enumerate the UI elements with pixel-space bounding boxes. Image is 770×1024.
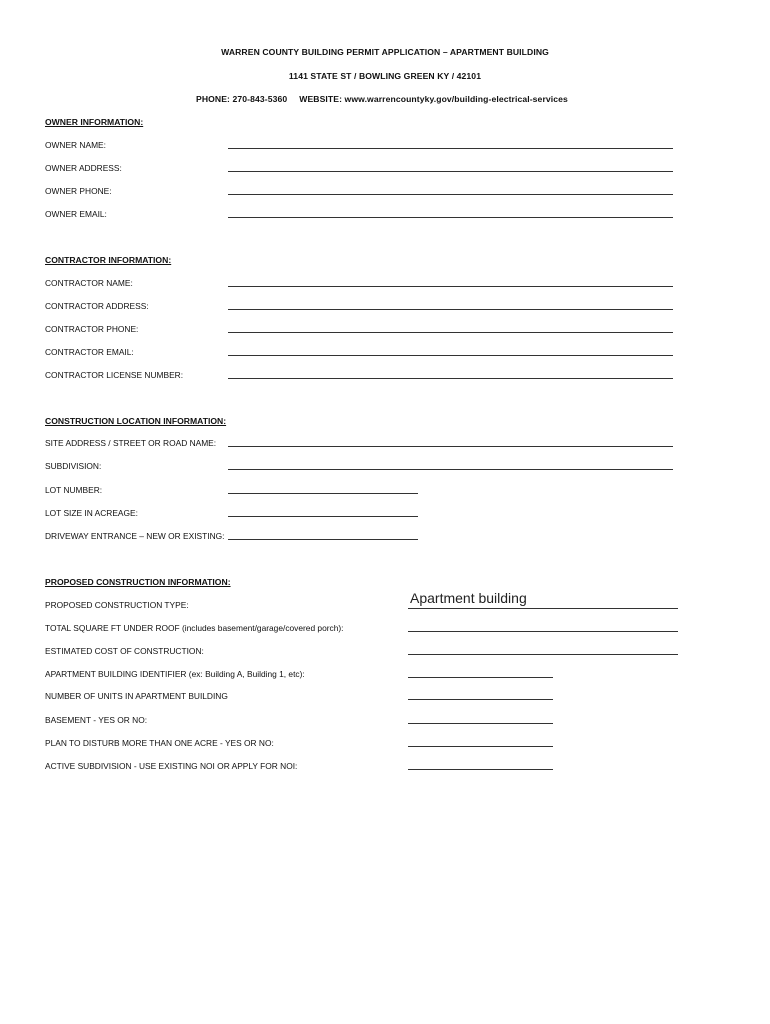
contractor-phone-label: CONTRACTOR PHONE: (45, 324, 139, 334)
office-phone: PHONE: 270-843-5360 (196, 94, 288, 104)
lot-size-label: LOT SIZE IN ACREAGE: (45, 508, 138, 518)
construction-type-field[interactable] (408, 608, 678, 609)
contractor-name-field[interactable] (228, 286, 673, 287)
contractor-phone-field[interactable] (228, 332, 673, 333)
site-address-label: SITE ADDRESS / STREET OR ROAD NAME: (45, 438, 217, 448)
active-subdivision-field[interactable] (408, 769, 553, 770)
contractor-name-label: CONTRACTOR NAME: (45, 278, 133, 288)
location-section-heading: CONSTRUCTION LOCATION INFORMATION: (45, 416, 227, 426)
estimated-cost-field[interactable] (408, 654, 678, 655)
units-count-field[interactable] (408, 699, 553, 700)
units-count-label: NUMBER OF UNITS IN APARTMENT BUILDING (45, 691, 228, 701)
driveway-label: DRIVEWAY ENTRANCE – NEW OR EXISTING: (45, 531, 225, 541)
contractor-email-label: CONTRACTOR EMAIL: (45, 347, 134, 357)
form-title: WARREN COUNTY BUILDING PERMIT APPLICATION – APARTMENT BUILDING (221, 47, 549, 57)
contractor-section-heading: CONTRACTOR INFORMATION: (45, 255, 172, 265)
contractor-email-field[interactable] (228, 355, 673, 356)
owner-name-label: OWNER NAME: (45, 140, 106, 150)
square-ft-field[interactable] (408, 631, 678, 632)
disturb-acre-label: PLAN TO DISTURB MORE THAN ONE ACRE - YES OR NO: (45, 738, 274, 748)
lot-number-field[interactable] (228, 493, 418, 494)
square-ft-label: TOTAL SQUARE FT UNDER ROOF (includes basement/garage/covered porch): (45, 623, 344, 633)
lot-number-label: LOT NUMBER: (45, 485, 103, 495)
owner-address-label: OWNER ADDRESS: (45, 163, 122, 173)
office-website: WEBSITE: www.warrencountyky.gov/building-electrical-services (299, 94, 568, 104)
building-identifier-label: APARTMENT BUILDING IDENTIFIER (ex: Building A, Building 1, etc): (45, 669, 305, 679)
contractor-license-field[interactable] (228, 378, 673, 379)
contractor-address-label: CONTRACTOR ADDRESS: (45, 301, 149, 311)
owner-section-heading: OWNER INFORMATION: (45, 117, 144, 127)
basement-field[interactable] (408, 723, 553, 724)
subdivision-label: SUBDIVISION: (45, 461, 102, 471)
owner-email-field[interactable] (228, 217, 673, 218)
active-subdivision-label: ACTIVE SUBDIVISION - USE EXISTING NOI OR APPLY FOR NOI: (45, 761, 298, 771)
lot-size-field[interactable] (228, 516, 418, 517)
owner-address-field[interactable] (228, 171, 673, 172)
contact-line (196, 94, 568, 104)
owner-phone-label: OWNER PHONE: (45, 186, 112, 196)
owner-email-label: OWNER EMAIL: (45, 209, 107, 219)
disturb-acre-field[interactable] (408, 746, 553, 747)
owner-name-field[interactable] (228, 148, 673, 149)
estimated-cost-label: ESTIMATED COST OF CONSTRUCTION: (45, 646, 204, 656)
contractor-address-field[interactable] (228, 309, 673, 310)
contractor-license-label: CONTRACTOR LICENSE NUMBER: (45, 370, 184, 380)
owner-phone-field[interactable] (228, 194, 673, 195)
construction-type-value[interactable]: Apartment building (410, 590, 527, 606)
office-address: 1141 STATE ST / BOWLING GREEN KY / 42101 (288, 71, 482, 81)
proposed-section-heading: PROPOSED CONSTRUCTION INFORMATION: (45, 577, 231, 587)
subdivision-field[interactable] (228, 469, 673, 470)
construction-type-label: PROPOSED CONSTRUCTION TYPE: (45, 600, 189, 610)
building-identifier-field[interactable] (408, 677, 553, 678)
site-address-field[interactable] (228, 446, 673, 447)
basement-label: BASEMENT - YES OR NO: (45, 715, 148, 725)
driveway-field[interactable] (228, 539, 418, 540)
